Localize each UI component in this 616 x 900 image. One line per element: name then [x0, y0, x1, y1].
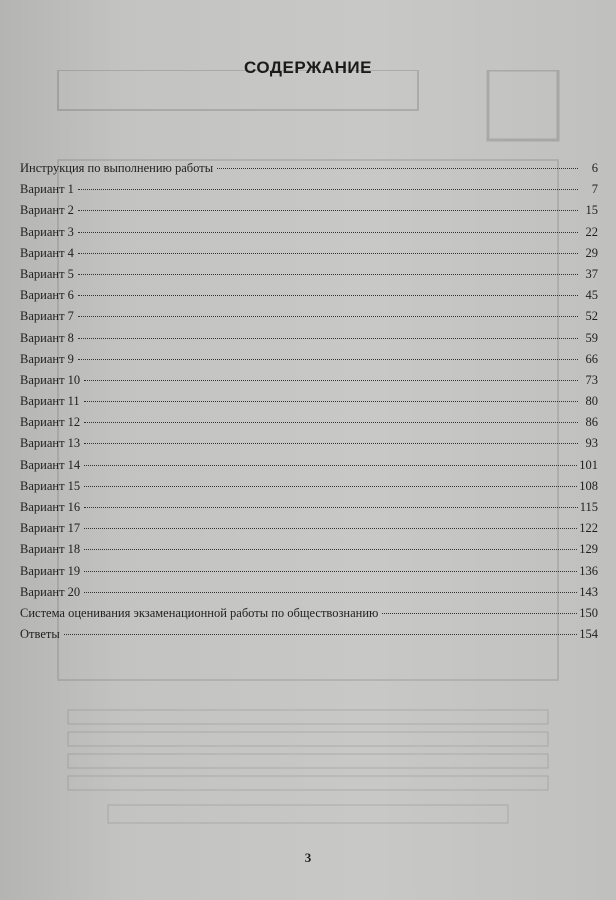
toc-entry [20, 306, 598, 327]
toc-entry-label: Система оценивания экзаменационной работы по обществознанию [20, 605, 379, 620]
toc-entry-page: 29 [585, 245, 598, 260]
toc-leader-dots [78, 295, 578, 296]
toc-leader-dots [382, 613, 577, 614]
toc-entry-label: Вариант 18 [20, 542, 81, 557]
toc-entry-page: 150 [579, 605, 598, 620]
toc-leader-dots [84, 507, 578, 508]
toc-entry [20, 412, 598, 433]
toc-entry [20, 222, 598, 243]
toc-entry-page: 22 [585, 224, 598, 239]
toc-entry-label: Вариант 17 [20, 521, 81, 536]
toc-entry-page: 122 [579, 521, 598, 536]
toc-entry [20, 539, 598, 560]
toc-entry-page: 66 [585, 351, 598, 366]
toc-entry-label: Вариант 19 [20, 563, 81, 578]
toc-entry-label: Вариант 3 [20, 224, 74, 239]
toc-entry [20, 158, 598, 179]
toc-leader-dots [84, 486, 577, 487]
toc-entry-label: Вариант 4 [20, 245, 74, 260]
toc-leader-dots [78, 338, 578, 339]
toc-entry-label: Ответы [20, 627, 60, 642]
toc-entry-page: 93 [585, 436, 598, 451]
toc-entry [20, 370, 598, 391]
toc-entry-page: 59 [585, 330, 598, 345]
toc-leader-dots [78, 274, 578, 275]
toc-entry-page: 52 [585, 309, 598, 324]
toc-leader-dots [217, 168, 578, 169]
toc-leader-dots [84, 443, 578, 444]
page-number: 3 [304, 850, 312, 865]
toc-entry-page: 37 [585, 266, 598, 281]
toc-entry [20, 328, 598, 349]
toc-entry [20, 561, 598, 582]
toc-entry [20, 433, 598, 454]
toc-entry [20, 179, 598, 200]
toc-entry-label: Вариант 20 [20, 584, 81, 599]
toc-leader-dots [78, 210, 578, 211]
toc-leader-dots [84, 528, 577, 529]
toc-entry-page: 136 [579, 563, 598, 578]
toc-entry-label: Вариант 8 [20, 330, 74, 345]
toc-leader-dots [84, 592, 577, 593]
toc-entry-page: 86 [585, 415, 598, 430]
toc-entry-label: Вариант 11 [20, 394, 80, 409]
toc-leader-dots [84, 422, 578, 423]
toc-entry-page: 108 [579, 478, 598, 493]
toc-entry-page: 129 [579, 542, 598, 557]
toc-entry [20, 391, 598, 412]
toc-leader-dots [78, 232, 578, 233]
toc-entry-label: Инструкция по выполнению работы [20, 161, 214, 175]
toc-leader-dots [84, 571, 577, 572]
toc-entry [20, 582, 598, 603]
toc-entry-label: Вариант 1 [20, 182, 74, 197]
toc-entry-page: 143 [579, 584, 598, 599]
toc-entry-label: Вариант 13 [20, 436, 81, 451]
toc-entry-label: Вариант 10 [20, 372, 81, 387]
toc-entry [20, 349, 598, 370]
toc-entry [20, 603, 598, 624]
toc-entry-page: 15 [585, 203, 598, 218]
toc-entry-label: Вариант 9 [20, 351, 74, 366]
toc-entry [20, 455, 598, 476]
toc-entry-page: 80 [585, 394, 598, 409]
toc-leader-dots [84, 465, 577, 466]
toc-leader-dots [78, 253, 578, 254]
toc-leader-dots [78, 189, 578, 190]
toc-entry [20, 264, 598, 285]
toc-entry-page: 115 [579, 500, 598, 514]
toc-entry [20, 497, 598, 518]
toc-entry-label: Вариант 2 [20, 203, 74, 218]
toc-entry [20, 476, 598, 497]
toc-entry [20, 518, 598, 539]
toc-leader-dots [84, 549, 577, 550]
toc-entry-label: Вариант 5 [20, 266, 74, 281]
toc-leader-dots [64, 634, 578, 635]
toc-entry [20, 243, 598, 264]
toc-entry [20, 285, 598, 306]
toc-leader-dots [78, 359, 578, 360]
toc-entry [20, 624, 598, 645]
toc-entry-page: 73 [585, 372, 598, 387]
toc-entry-label: Вариант 16 [20, 500, 81, 514]
toc-entry-label: Вариант 12 [20, 415, 81, 430]
toc-leader-dots [84, 401, 578, 402]
toc-entry-label: Вариант 15 [20, 478, 81, 493]
toc-entry-page: 101 [579, 457, 598, 472]
toc-entry-page: 45 [585, 288, 598, 303]
toc-leader-dots [84, 380, 578, 381]
toc-entry-label: Вариант 6 [20, 288, 74, 303]
toc-entry-label: Вариант 14 [20, 457, 81, 472]
toc-entry-page: 154 [579, 627, 598, 642]
toc-entry-label: Вариант 7 [20, 309, 74, 324]
toc-entry-page: 6 [591, 161, 598, 175]
toc-leader-dots [78, 316, 578, 317]
toc-entry [20, 200, 598, 221]
page-title: СОДЕРЖАНИЕ [244, 58, 372, 77]
table-of-contents [20, 158, 598, 645]
toc-entry-page: 7 [591, 182, 598, 197]
